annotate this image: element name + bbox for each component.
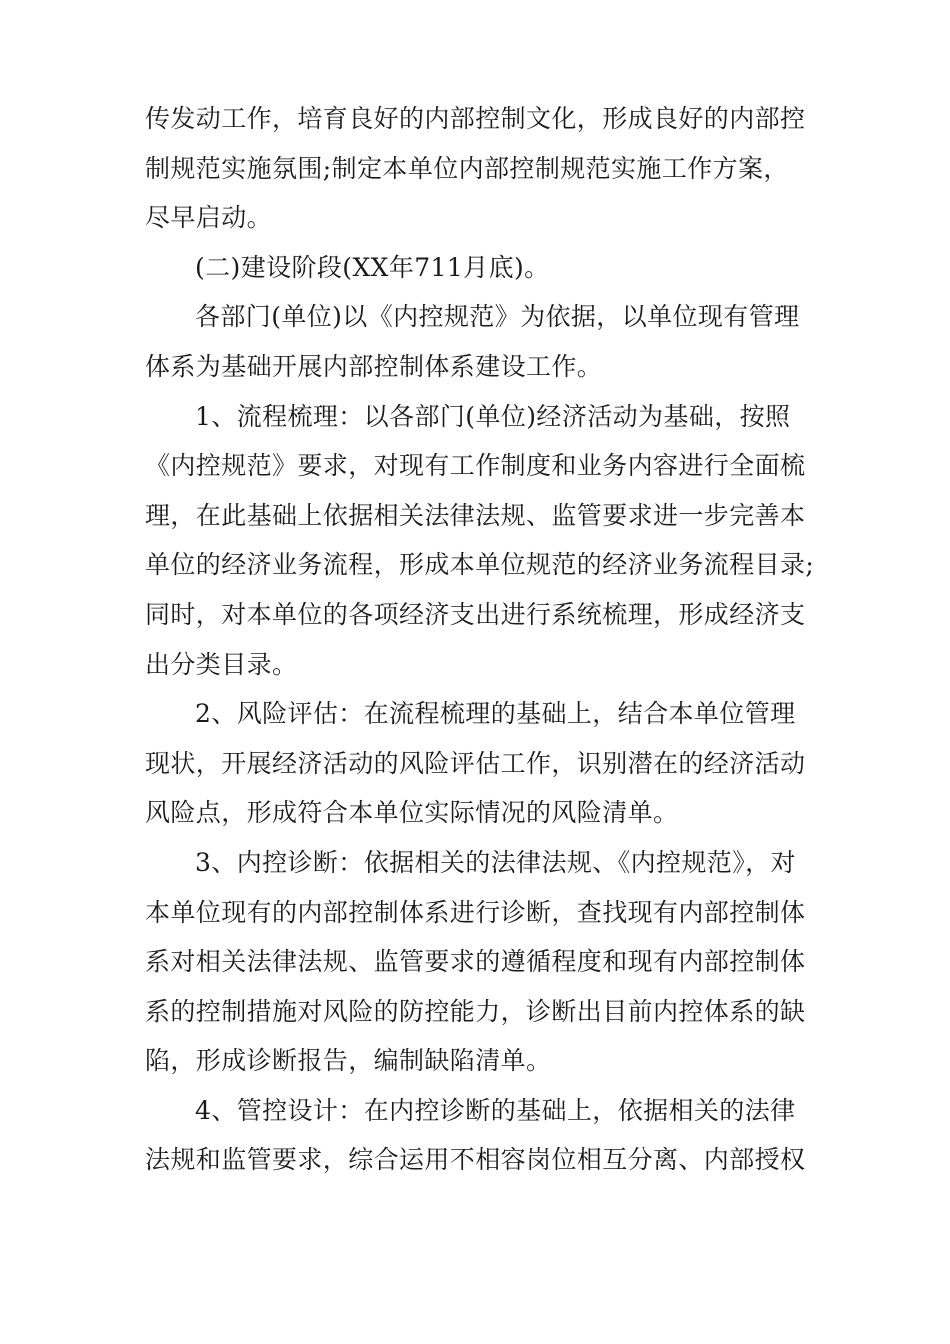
text-line: 陷，形成诊断报告，编制缺陷清单。 — [145, 1046, 552, 1076]
text-line: 理，在此基础上依据相关法律法规、监管要求进一步完善本 — [145, 500, 806, 530]
text-line: 同时，对本单位的各项经济支出进行系统梳理，形成经济支 — [145, 599, 806, 629]
text-line: 传发动工作，培育良好的内部控制文化，形成良好的内部控 — [145, 104, 806, 133]
text-line: 制规范实施氛围;制定本单位内部控制规范实施工作方案， — [145, 153, 789, 183]
list-item-1-start: 1、流程梳理：以各部门(单位)经济活动为基础，按照 — [195, 401, 791, 431]
text-line: 现状，开展经济活动的风险评估工作，识别潜在的经济活动 — [145, 748, 806, 778]
text-line: 尽早启动。 — [145, 203, 273, 233]
list-item-3-start: 3、内控诊断：依据相关的法律法规、《内控规范》，对 — [195, 847, 796, 877]
text-line: 系对相关法律法规、监管要求的遵循程度和现有内部控制体 — [145, 947, 806, 977]
text-line: 风险点，形成符合本单位实际情况的风险清单。 — [145, 798, 679, 828]
text-line: 本单位现有的内部控制体系进行诊断，查找现有内部控制体 — [145, 897, 806, 927]
text-line: 法规和监管要求，综合运用不相容岗位相互分离、内部授权 — [145, 1145, 806, 1175]
text-line: 体系为基础开展内部控制体系建设工作。 — [145, 351, 603, 381]
list-item-2-start: 2、风险评估：在流程梳理的基础上，结合本单位管理 — [195, 699, 796, 729]
text-line: 出分类目录。 — [145, 649, 298, 679]
list-item-4-start: 4、管控设计：在内控诊断的基础上，依据相关的法律 — [195, 1095, 796, 1125]
text-line: 各部门(单位)以《内控规范》为依据，以单位现有管理 — [195, 302, 800, 332]
section-heading: (二)建设阶段(XX年711月底)。 — [195, 252, 550, 282]
document-body — [145, 94, 815, 1185]
text-line: 单位的经济业务流程，形成本单位规范的经济业务流程目录; — [145, 550, 815, 580]
text-line: 《内控规范》要求，对现有工作制度和业务内容进行全面梳 — [145, 451, 806, 481]
text-line: 系的控制措施对风险的防控能力，诊断出目前内控体系的缺 — [145, 996, 806, 1026]
